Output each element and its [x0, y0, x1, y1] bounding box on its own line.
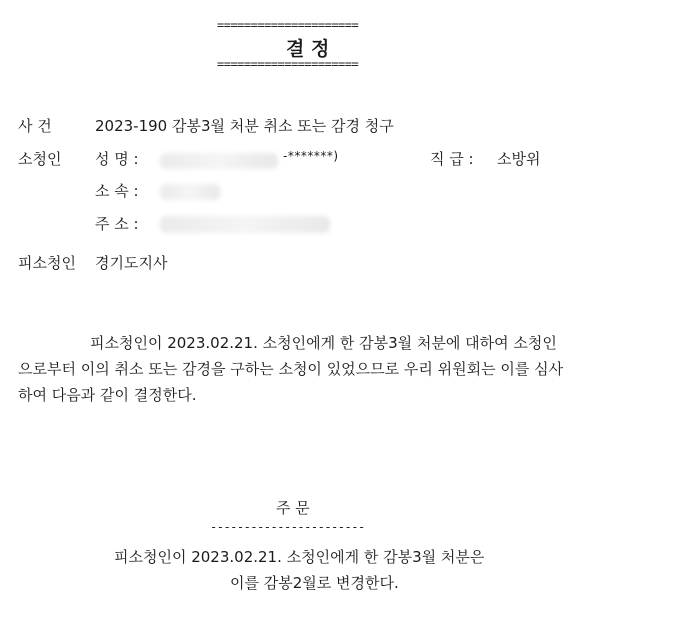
body-line-1: 피소청인이 2023.02.21. 소청인에게 한 감봉3월 처분에 대하여 소청인 [90, 334, 557, 352]
bottom-rule: ===================== [217, 57, 359, 71]
body-line-3: 하여 다음과 같이 결정한다. [18, 386, 197, 404]
respondent-label: 피소청인 [18, 254, 76, 272]
case-value: 2023-190 감봉3월 처분 취소 또는 감경 청구 [95, 117, 394, 135]
rank-label: 직 급 : [430, 150, 474, 168]
redacted-name [160, 150, 278, 169]
top-rule: ===================== [217, 18, 359, 32]
petitioner-label: 소청인 [18, 150, 62, 168]
redacted-address [160, 214, 330, 233]
redacted-affiliation [160, 181, 220, 200]
name-value-visible: -*******) [283, 149, 339, 163]
body-line-2: 으로부터 이의 취소 또는 감경을 구하는 소청이 있었으므로 우리 위원회는 이를 심사 [18, 360, 564, 378]
name-label: 성 명 : [95, 150, 139, 168]
rank-value: 소방위 [497, 150, 541, 168]
order-heading: 주 문 [276, 499, 310, 517]
case-label: 사 건 [18, 117, 52, 135]
address-label: 주 소 : [95, 215, 139, 233]
respondent-value: 경기도지사 [95, 254, 168, 272]
affiliation-label: 소 속 : [95, 182, 139, 200]
order-line-2: 이를 감봉2월로 변경한다. [230, 574, 399, 592]
document-title: 결 정 [286, 38, 330, 60]
order-rule: ----------------------- [210, 520, 365, 534]
order-line-1: 피소청인이 2023.02.21. 소청인에게 한 감봉3월 처분은 [114, 548, 485, 566]
